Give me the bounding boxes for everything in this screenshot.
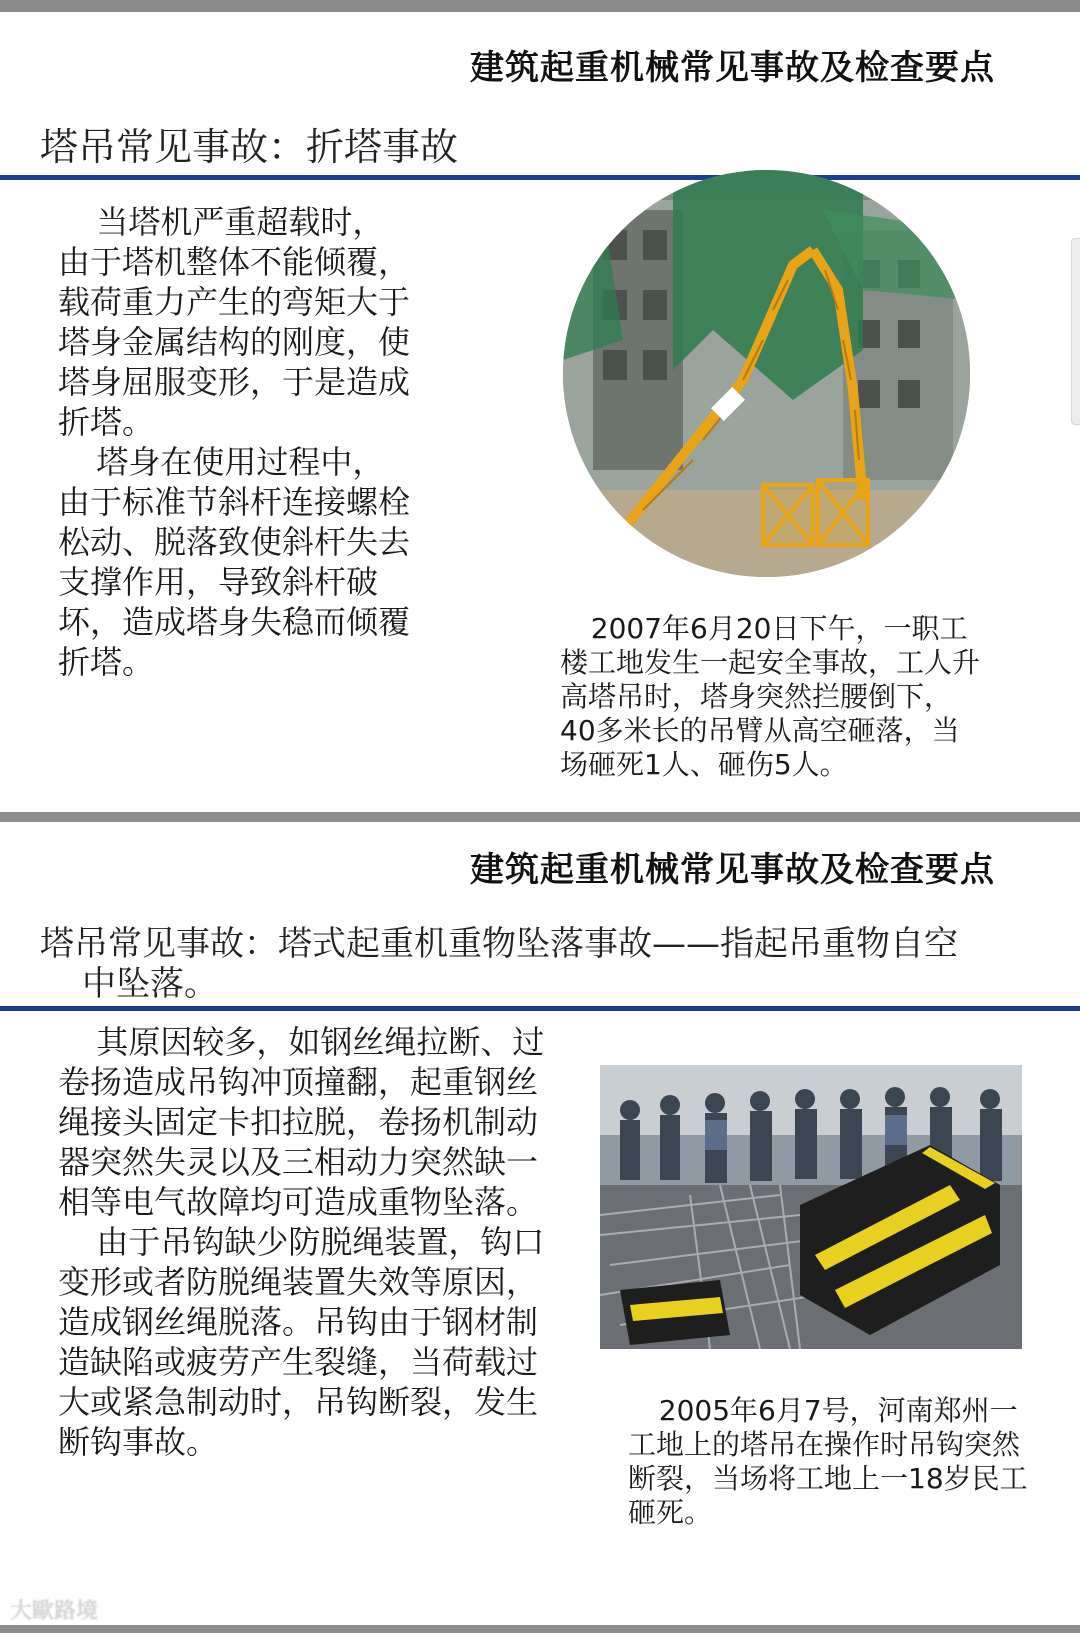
slide-header: 建筑起重机械常见事故及检查要点 xyxy=(470,850,995,890)
paragraph: 当塔机严重超载时，由于塔机整体不能倾覆，载荷重力产生的弯矩大于塔身金属结构的刚度，使塔身屈服变形，于是造成折塔。 xyxy=(58,203,411,441)
slide-subtitle: 塔吊常见事故：折塔事故 xyxy=(40,125,459,169)
broken-hook-photo xyxy=(600,1065,1022,1349)
paragraph: 塔身在使用过程中，由于标准节斜杆连接螺栓松动、脱落致使斜杆失去支撑作用，导致斜杆破坏，造成塔身失稳而倾覆折塔。 xyxy=(58,443,411,681)
subtitle-line: 塔吊常见事故：塔式起重机重物坠落事故——指起吊重物自空 xyxy=(40,924,958,964)
watermark: 大歐路境 xyxy=(10,1599,99,1624)
collapsed-crane-photo xyxy=(563,170,970,577)
slide-subtitle xyxy=(40,924,1040,1004)
paragraph: 其原因较多，如钢丝绳拉断、过卷扬造成吊钩冲顶撞翻，起重钢丝绳接头固定卡扣拉脱，卷扬机制动器突然失灵以及三相动力突然缺一相等电气故障均可造成重物坠落。 xyxy=(58,1023,545,1221)
bottom-divider-bar xyxy=(0,1625,1080,1633)
caption-text: 2005年6月7号，河南郑州一工地上的塔吊在操作时吊钩突然断裂，当场将工地上一18岁民工砸死。 xyxy=(628,1394,1028,1529)
middle-divider-bar xyxy=(0,812,1080,822)
body-text xyxy=(58,202,413,682)
subtitle-line: 中坠落。 xyxy=(82,964,218,1004)
title-rule xyxy=(0,1006,1080,1011)
photo-caption xyxy=(628,1394,1028,1530)
photo-caption xyxy=(560,612,980,782)
top-divider-bar xyxy=(0,0,1080,12)
paragraph: 由于吊钩缺少防脱绳装置，钩口变形或者防脱绳装置失效等原因，造成钢丝绳脱落。吊钩由于钢材制造缺陷或疲劳产生裂缝，当荷载过大或紧急制动时，吊钩断裂，发生断钩事故。 xyxy=(58,1223,545,1461)
caption-text: 2007年6月20日下午，一职工楼工地发生一起安全事故，工人升高塔吊时，塔身突然拦腰倒下，40多米长的吊臂从高空砸落，当场砸死1人、砸伤5人。 xyxy=(560,612,981,781)
title-rule xyxy=(0,175,1080,180)
slide-header: 建筑起重机械常见事故及检查要点 xyxy=(470,48,995,88)
scroll-handle[interactable] xyxy=(1071,238,1080,425)
body-text xyxy=(58,1022,548,1462)
